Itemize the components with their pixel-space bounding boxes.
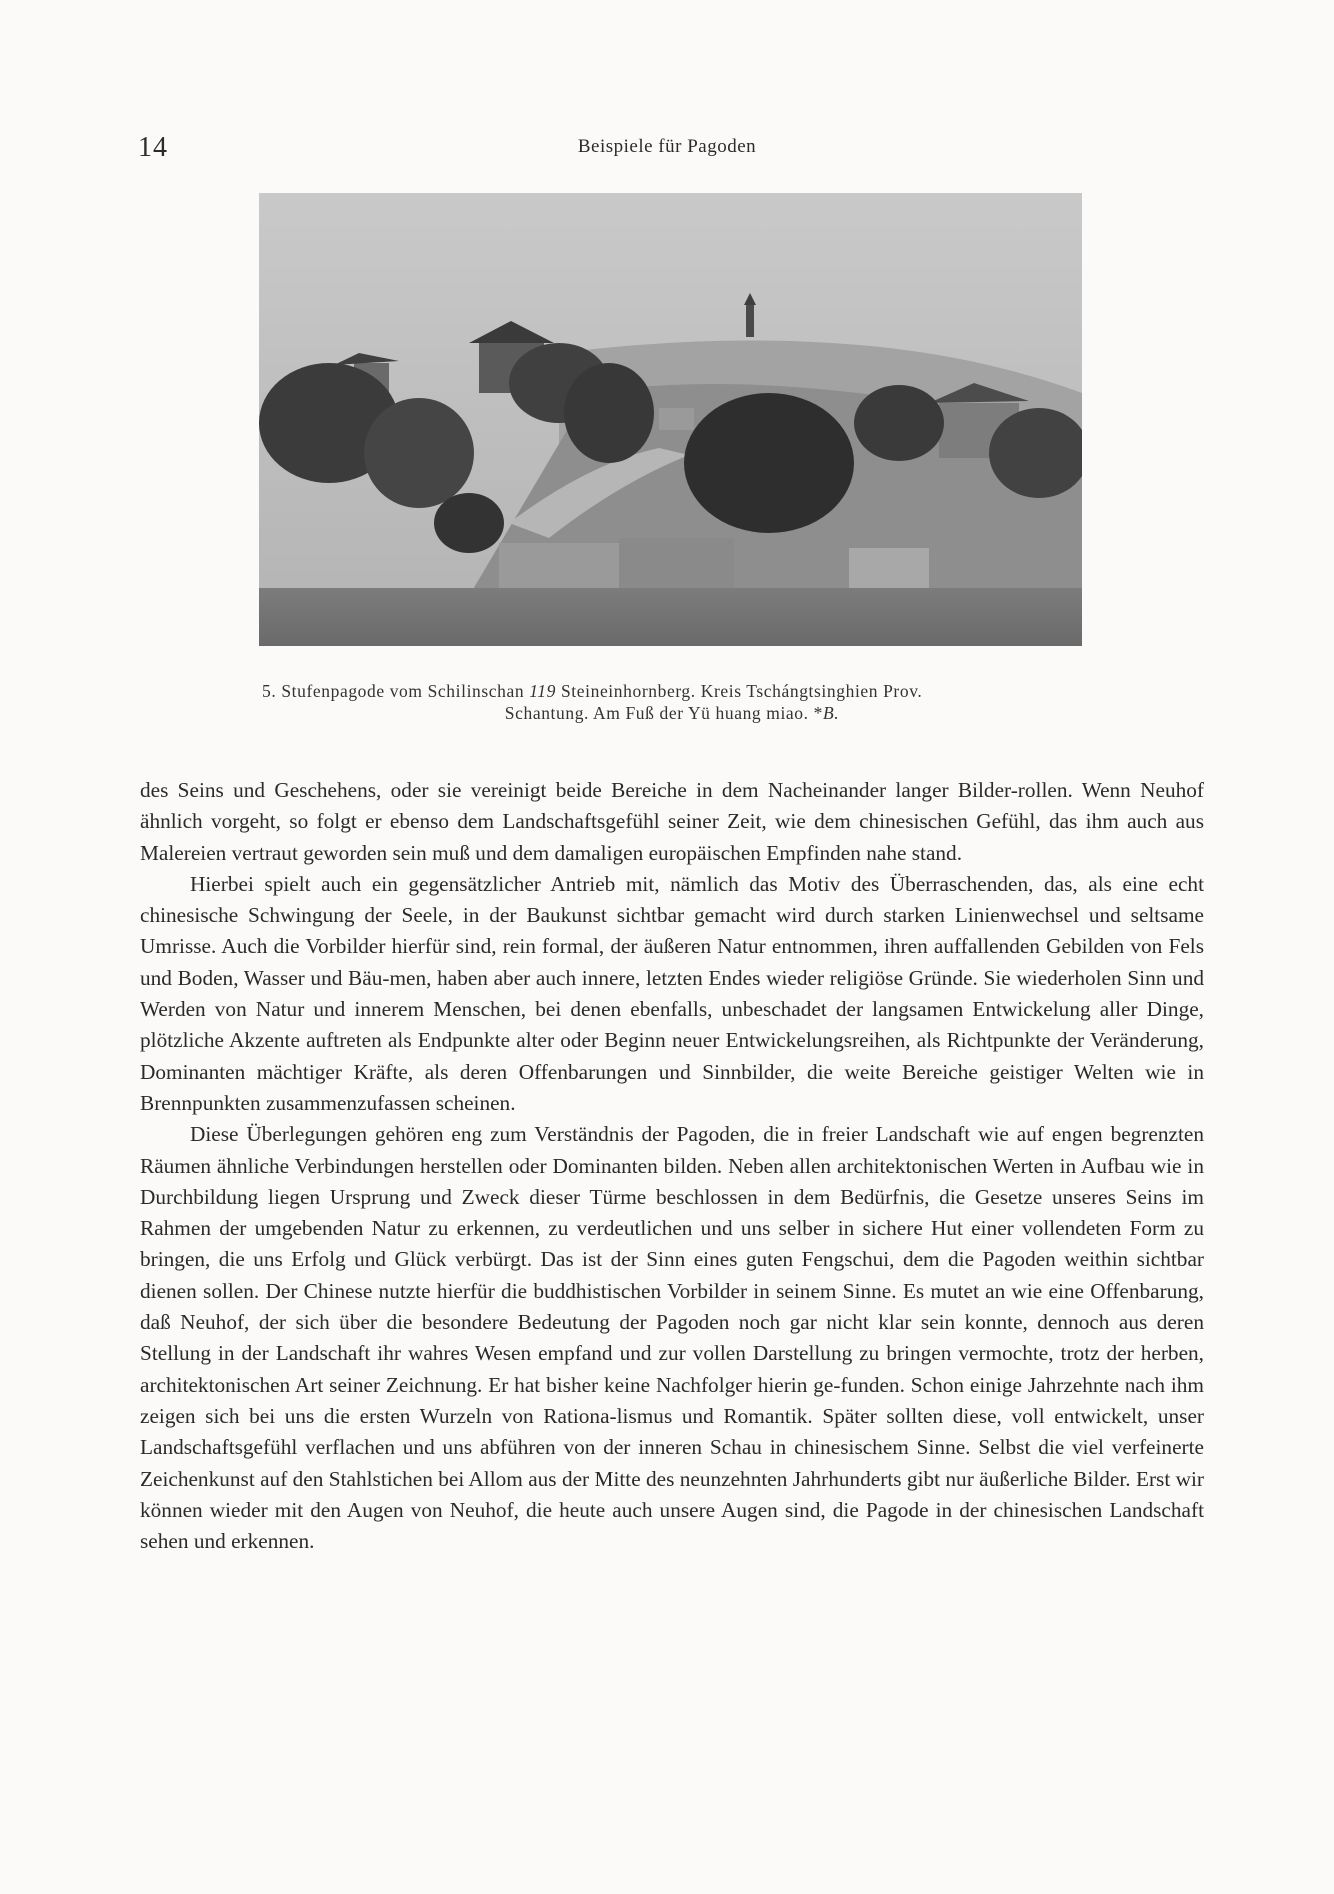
- body-text: [140, 775, 1204, 1557]
- caption-line-1: [262, 680, 1082, 702]
- pagoda-landscape-photo: [259, 193, 1082, 646]
- caption-line-2: [262, 702, 1082, 724]
- caption-location: Steineinhornberg. Kreis Tschángtsinghien Prov.: [560, 681, 923, 701]
- caption-source-mark: B.: [822, 703, 840, 723]
- caption-reference-number: 119: [529, 681, 556, 701]
- caption-location-2: Schantung. Am Fuß der Yü huang miao. *: [504, 703, 823, 723]
- figure-caption: [262, 680, 1082, 724]
- paragraph-2: Hierbei spielt auch ein gegensätzlicher Antrieb mit, nämlich das Motiv des Überraschenden, das, als eine echt chinesische Schwingung der Seele, in der Baukunst sichtbar gemacht wird durch starken Linienwechsel und seltsame Umrisse. Auch die Vorbilder hierfür sind, rein formal, der äußeren Natur entnommen, ihren auffallenden Gebilden von Fels und Boden, Wasser und Bäu-men, haben aber auch innere, letzten Endes wieder religiöse Gründe. Sie wiederholen Sinn und Werden von Natur und innerem Menschen, bei denen ebenfalls, unbeschadet der langsamen Entwickelung aller Dinge, plötzliche Akzente auftreten als Endpunkte alter oder Beginn neuer Entwickelungsreihen, als Richtpunkte der Veränderung, Dominanten mächtiger Kräfte, als deren Offenbarungen und Sinnbilder, die weite Bereiche geistiger Welten wie in Brennpunkten zusammenzufassen scheinen.: [140, 871, 1204, 1115]
- caption-number: 5.: [262, 681, 277, 701]
- running-title: Beispiele für Pagoden: [577, 136, 757, 157]
- paragraph-3: Diese Überlegungen gehören eng zum Verständnis der Pagoden, die in freier Landschaft wie auf engen begrenzten Räumen ähnliche Verbindungen herstellen oder Dominanten bilden. Neben allen architektonischen Werten in Aufbau wie in Durchbildung liegen Ursprung und Zweck dieser Türme beschlossen in dem Bedürfnis, die Gesetze unseres Seins im Rahmen der umgebenden Natur zu erkennen, zu verdeutlichen und uns selber in sichere Hut einer vollendeten Form zu bringen, die uns Erfolg und Glück verbürgt. Das ist der Sinn eines guten Fengschui, dem die Pagoden weithin sichtbar dienen sollen. Der Chinese nutzte hierfür die buddhistischen Vorbilder in seinem Sinne. Es mutet an wie eine Offenbarung, daß Neuhof, der sich über die besondere Bedeutung der Pagoden noch gar nicht klar sein konnte, dennoch aus deren Stellung in der Landschaft ihr wahres Wesen empfand und zur vollen Darstellung zu bringen vermochte, trotz der herben, architektonischen Art seiner Zeichnung. Er hat bisher keine Nachfolger hierin ge-funden. Schon einige Jahrzehnte nach ihm zeigen sich bei uns die ersten Wurzeln von Rationa-lismus und Romantik. Später sollten diese, voll entwickelt, unser Landschaftsgefühl verflachen und uns abführen von der inneren Schau in chinesischem Sinne. Selbst die viel verfeinerte Zeichenkunst auf den Stahlstichen bei Allom aus der Mitte des neunzehnten Jahrhunderts gibt nur äußerliche Bilder. Erst wir können wieder mit den Augen von Neuhof, die heute auch unsere Augen sind, die Pagode in der chinesischen Landschaft sehen und erkennen.: [140, 1122, 1204, 1554]
- page-number: 14: [138, 132, 168, 163]
- paragraph-1: des Seins und Geschehens, oder sie vereinigt beide Bereiche in dem Nacheinander langer Bilder-rollen. Wenn Neuhof ähnlich vorgeht, so folgt er ebenso dem Landschaftsgefühl seiner Zeit, wie dem chinesischen Gefühl, das ihm auch aus Malereien vertraut geworden sein muß und dem damaligen europäischen Empfinden nahe stand.: [140, 778, 1204, 865]
- caption-title: Stufenpagode vom Schilinschan: [281, 681, 525, 701]
